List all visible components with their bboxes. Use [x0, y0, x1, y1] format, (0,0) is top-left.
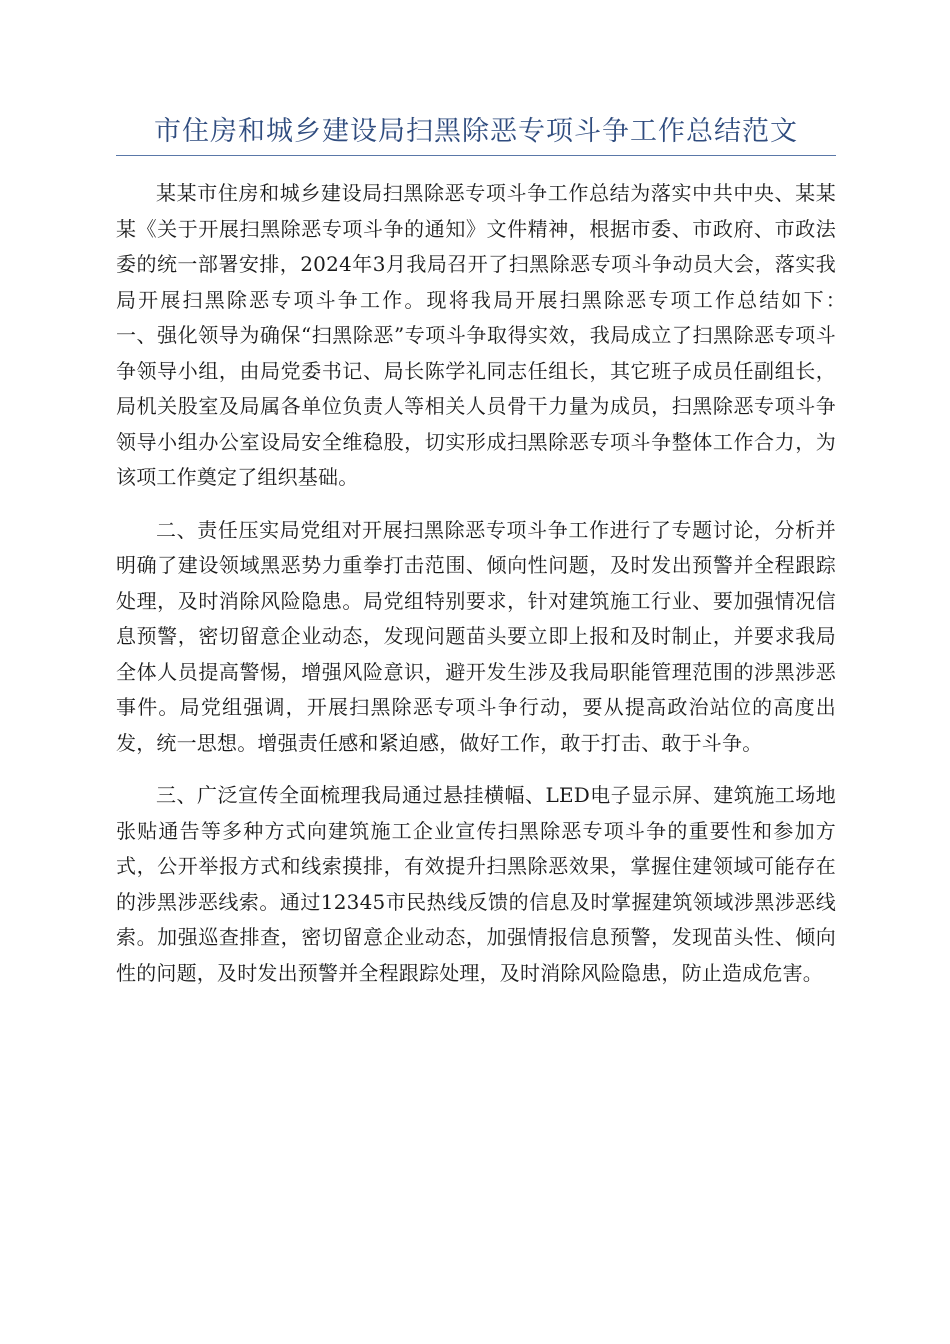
document-page	[116, 112, 863, 1008]
paragraph-2: 二、责任压实局党组对开展扫黑除恶专项斗争工作进行了专题讨论，分析并明确了建设领域黑恶势力重拳打击范围、倾向性问题，及时发出预警并全程跟踪处理，及时消除风险隐患。局党组特别要求，针对建筑施工行业、要加强情况信息预警，密切留意企业动态，发现问题苗头要立即上报和及时制止，并要求我局全体人员提高警惕，增强风险意识，避开发生涉及我局职能管理范围的涉黑涉恶事件。局党组强调，开展扫黑除恶专项斗争行动，要从提高政治站位的高度出发，统一思想。增强责任感和紧迫感，做好工作，敢于打击、敢于斗争。	[116, 517, 836, 755]
document-title: 市住房和城乡建设局扫黑除恶专项斗争工作总结范文	[116, 112, 836, 156]
paragraph-3: 三、广泛宣传全面梳理我局通过悬挂横幅、LED电子显示屏、建筑施工场地张贴通告等多种方式向建筑施工企业宣传扫黑除恶专项斗争的重要性和参加方式，公开举报方式和线索摸排，有效提升扫黑除恶效果，掌握住建领域可能存在的涉黑涉恶线索。通过12345市民热线反馈的信息及时掌握建筑领域涉黑涉恶线索。加强巡查排查，密切留意企业动态，加强情报信息预警，发现苗头性、倾向性的问题，及时发出预警并全程跟踪处理，及时消除风险隐患，防止造成危害。	[116, 783, 836, 985]
paragraph-1: 某某市住房和城乡建设局扫黑除恶专项斗争工作总结为落实中共中央、某某某《关于开展扫黑除恶专项斗争的通知》文件精神，根据市委、市政府、市政法委的统一部署安排，2024年3月我局召开了扫黑除恶专项斗争动员大会，落实我局开展扫黑除恶专项斗争工作。现将我局开展扫黑除恶专项工作总结如下： 一、强化领导为确保“扫黑除恶”专项斗争取得实效，我局成立了扫黑除恶专项斗争领导小组，由局党委书记、局长陈学礼同志任组长，其它班子成员任副组长，局机关股室及局属各单位负责人等相关人员骨干力量为成员，扫黑除恶专项斗争领导小组办公室设局安全维稳股，切实形成扫黑除恶专项斗争整体工作合力，为该项工作奠定了组织基础。	[116, 181, 863, 489]
